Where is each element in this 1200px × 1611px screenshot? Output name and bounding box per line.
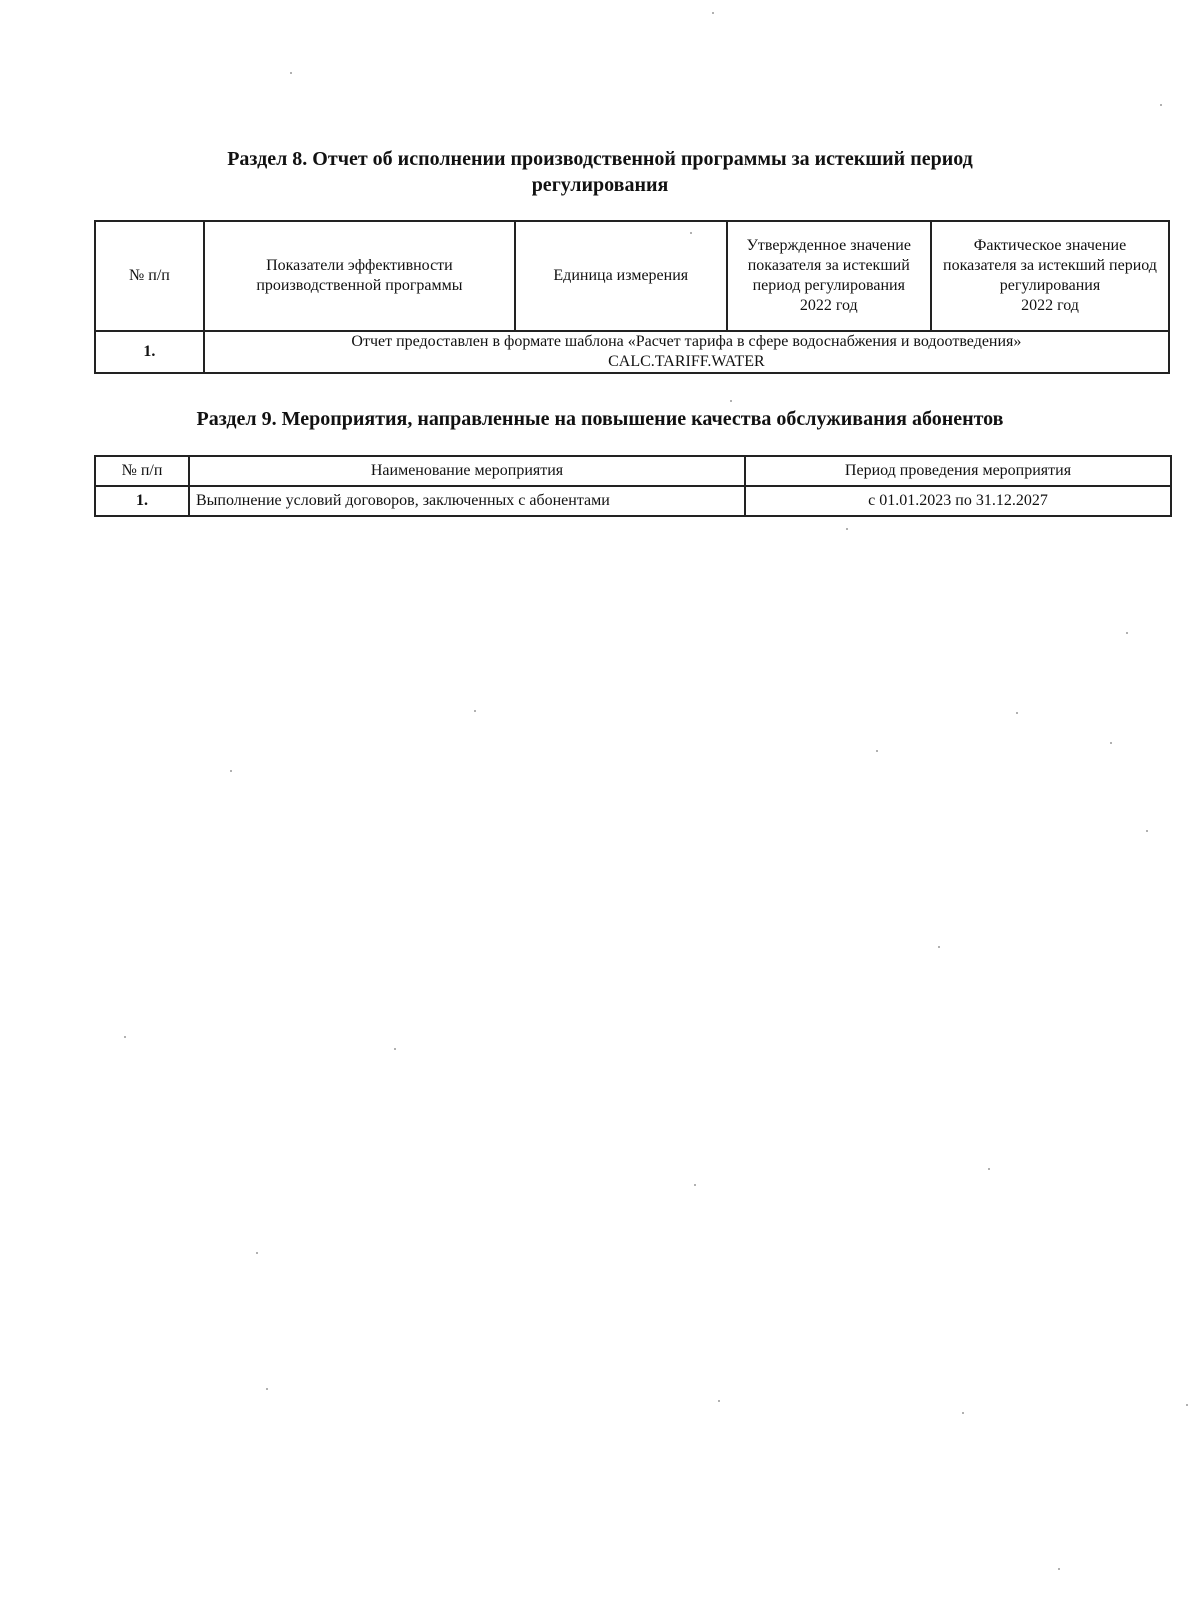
table-header-row <box>95 456 1171 486</box>
scan-speck <box>962 1412 964 1414</box>
scan-speck <box>876 750 878 752</box>
scan-speck <box>1110 742 1112 744</box>
scan-speck <box>256 1252 258 1254</box>
header-actual-year: 2022 год <box>1021 297 1079 314</box>
section-8-title <box>0 146 1200 198</box>
header-num: № п/п <box>95 456 189 486</box>
scan-speck <box>730 400 732 402</box>
scan-speck <box>712 12 714 14</box>
table-header-row <box>95 221 1169 331</box>
table-row <box>95 331 1169 373</box>
header-num: № п/п <box>95 221 204 331</box>
scan-speck <box>718 1400 720 1402</box>
scan-speck <box>846 528 848 530</box>
section-8-title-line2: регулирования <box>531 174 669 196</box>
row-report-line1: Отчет предоставлен в формате шаблона «Расчет тарифа в сфере водоснабжения и водоотведения» <box>351 333 1022 350</box>
scan-speck <box>690 232 692 234</box>
header-event-name: Наименование мероприятия <box>189 456 745 486</box>
row-event-period: с 01.01.2023 по 31.12.2027 <box>745 486 1171 516</box>
scan-speck <box>230 770 232 772</box>
scan-speck <box>124 1036 126 1038</box>
scan-speck <box>988 1168 990 1170</box>
section-8-table <box>94 220 1170 374</box>
scan-speck <box>694 1184 696 1186</box>
scan-speck <box>1160 104 1162 106</box>
scan-speck <box>266 1388 268 1390</box>
scan-speck <box>1126 632 1128 634</box>
header-actual-text: Фактическое значение показателя за истекший период регулирования <box>943 237 1157 294</box>
scan-speck <box>290 72 292 74</box>
row-report-line2: CALC.TARIFF.WATER <box>608 353 765 370</box>
table-row <box>95 486 1171 516</box>
scan-speck <box>938 946 940 948</box>
header-actual-value <box>931 221 1169 331</box>
scan-speck <box>1146 830 1148 832</box>
section-9-table <box>94 455 1172 517</box>
row-event-name: Выполнение условий договоров, заключенных с абонентами <box>189 486 745 516</box>
scan-speck <box>394 1048 396 1050</box>
section-9-title: Раздел 9. Мероприятия, направленные на повышение качества обслуживания абонентов <box>196 408 1004 430</box>
row-num: 1. <box>95 486 189 516</box>
header-unit: Единица измерения <box>515 221 727 331</box>
header-approved-value <box>727 221 931 331</box>
row-report-text <box>204 331 1169 373</box>
header-approved-year: 2022 год <box>799 297 858 314</box>
scan-speck <box>1186 1404 1188 1406</box>
header-event-period: Период проведения мероприятия <box>745 456 1171 486</box>
header-indicators: Показатели эффективности производственной программы <box>204 221 515 331</box>
section-8-title-line1: Раздел 8. Отчет об исполнении производственной программы за истекший период <box>227 148 973 170</box>
scan-speck <box>1016 712 1018 714</box>
row-num: 1. <box>95 331 204 373</box>
scan-speck <box>1058 1568 1060 1570</box>
header-approved-text: Утвержденное значение показателя за истекший период регулирования <box>746 237 911 294</box>
scan-speck <box>474 710 476 712</box>
